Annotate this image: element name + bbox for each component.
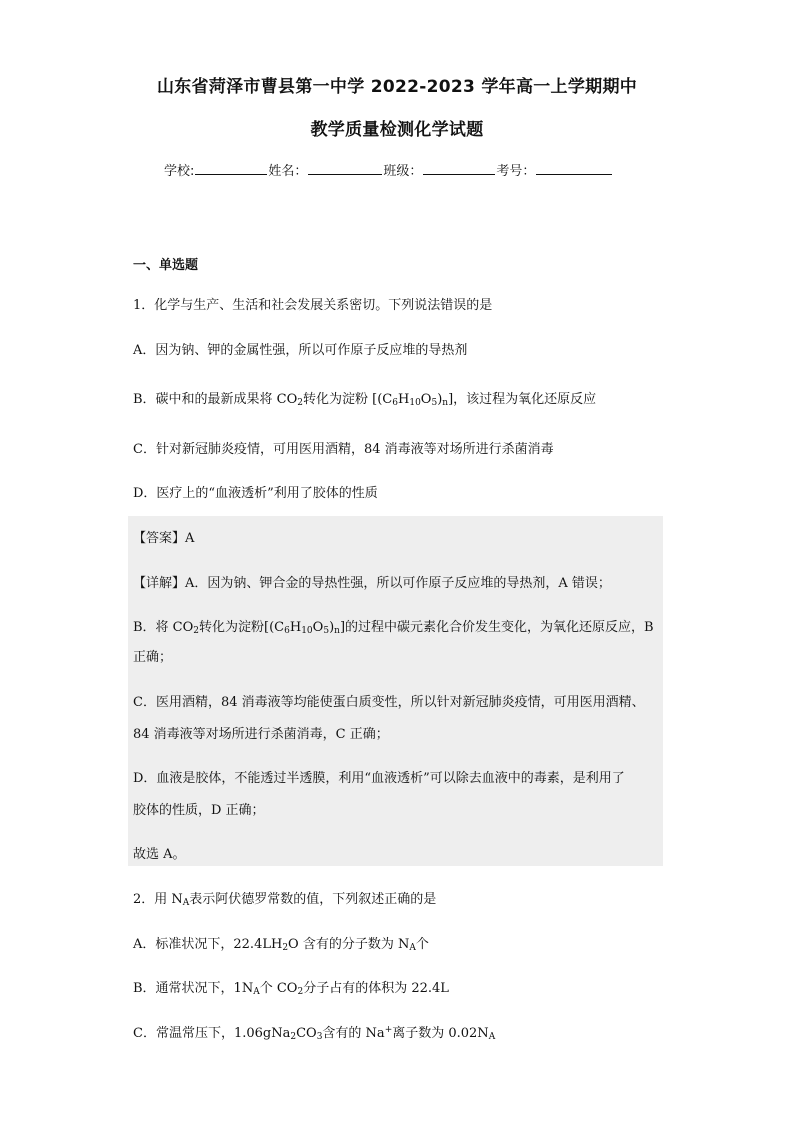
q1-answer: 【答案】A	[133, 531, 195, 546]
q1-explanation-c-line1: C．医用酒精，84 消毒液等均能使蛋白质变性，所以针对新冠肺炎疫情，可用医用酒精、	[133, 695, 645, 710]
section-title: 一、单选题	[133, 258, 199, 273]
doc-title-line1: 山东省菏泽市曹县第一中学 2022-2023 学年高一上学期期中	[156, 77, 638, 97]
q1-explanation-b-line1: B．将 $CO_2$转化为淀粉$[(C_6H_{10}O_5)_n]$的过程中碳元素化合价发生变化，为氧化还原反应，B	[133, 620, 654, 636]
name-label: 姓名：	[268, 164, 308, 179]
name-blank	[308, 162, 382, 175]
q1-explanation-a: 【详解】A．因为钠、钾合金的导热性强，所以可作原子反应堆的导热剂，A 错误；	[133, 576, 611, 591]
exam-number-label: 考号：	[496, 164, 536, 179]
q1-explanation-d-line2: 胶体的性质，D 正确；	[133, 803, 265, 818]
q1-explanation-c-line2: 84 消毒液等对场所进行杀菌消毒，C 正确；	[133, 727, 389, 742]
q1-explanation-d-line1: D．血液是胶体，不能透过半透膜，利用“血液透析”可以除去血液中的毒素，是利用了	[133, 771, 625, 786]
q1-conclusion: 故选 A。	[133, 847, 186, 862]
q1-explanation-b-line2: 正确；	[133, 650, 173, 665]
doc-title-line2: 教学质量检测化学试题	[310, 120, 484, 140]
q2-option-b: B．通常状况下，$1N_A$个 $CO_2$分子占有的体积为 22.4L	[133, 981, 449, 997]
q1-option-b: B．碳中和的最新成果将 $CO_2$转化为淀粉 $[(C_6H_{10}O_5)_n]$，该过程为氧化还原反应	[133, 392, 597, 408]
class-label: 班级：	[383, 164, 423, 179]
q1-option-d: D．医疗上的“血液透析”利用了胶体的性质	[133, 486, 378, 501]
class-blank	[423, 162, 495, 175]
student-info-line	[164, 160, 613, 179]
school-blank	[195, 162, 267, 175]
q1-stem: 1．化学与生产、生活和社会发展关系密切。下列说法错误的是	[133, 298, 493, 313]
q1-option-c: C．针对新冠肺炎疫情，可用医用酒精，84 消毒液等对场所进行杀菌消毒	[133, 442, 554, 457]
exam-number-blank	[536, 162, 612, 175]
q2-stem: 2．用 $N_A$表示阿伏德罗常数的值，下列叙述正确的是	[133, 892, 437, 908]
school-label: 学校:	[164, 164, 195, 179]
q2-option-a: A．标准状况下，$22.4LH_2O$ 含有的分子数为 $N_A$个	[133, 937, 429, 953]
q1-option-a: A．因为钠、钾的金属性强，所以可作原子反应堆的导热剂	[133, 343, 468, 358]
q2-option-c: C．常温常压下，$1.06gNa_2CO_3$含有的 Na+离子数为 $0.02N_A$	[133, 1025, 496, 1042]
